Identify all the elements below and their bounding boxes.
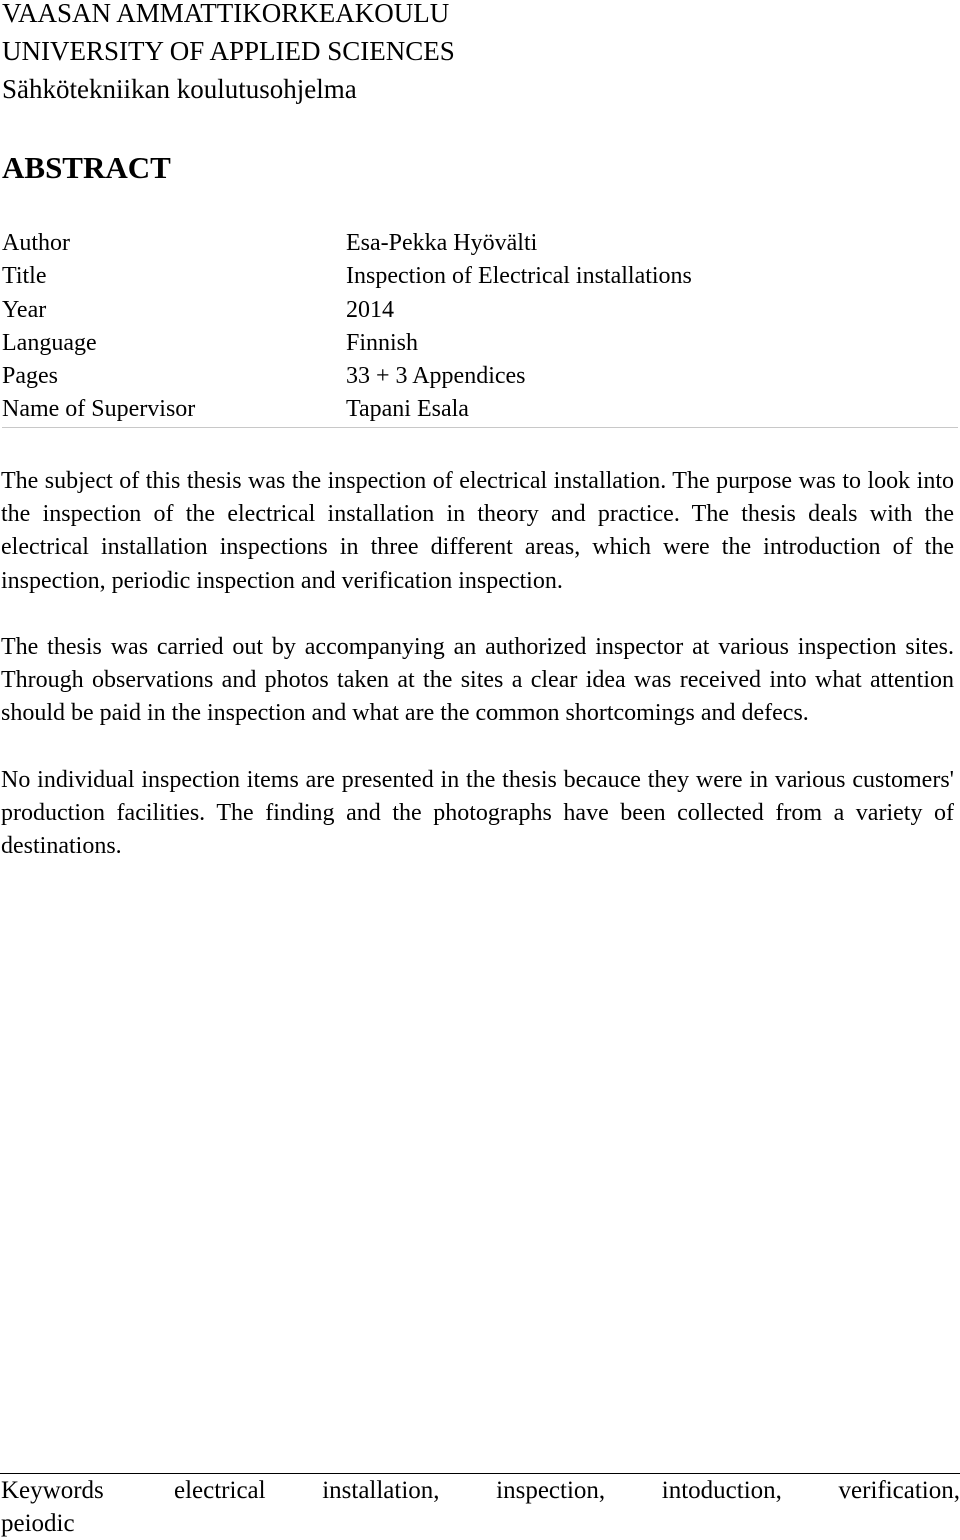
keywords-list-continuation: peiodic bbox=[1, 1510, 75, 1537]
metadata-value: Inspection of Electrical installations bbox=[346, 263, 692, 290]
keywords-section bbox=[0, 1473, 960, 1540]
institution-name-english: UNIVERSITY OF APPLIED SCIENCES bbox=[2, 36, 455, 66]
metadata-value: Tapani Esala bbox=[346, 396, 469, 423]
metadata-row-pages bbox=[2, 360, 958, 393]
keywords-label: Keywords bbox=[1, 1477, 104, 1504]
metadata-label: Name of Supervisor bbox=[2, 396, 196, 423]
metadata-row-title bbox=[2, 260, 958, 293]
abstract-paragraph: The thesis was carried out by accompanying an authorized inspector at various inspection sites. Through observations and photos taken at the sites a clear idea was received into what attention should be paid in the inspection and what are the common shortcomings and defecs. bbox=[1, 634, 954, 727]
metadata-label: Author bbox=[2, 230, 70, 256]
keywords-row bbox=[0, 1474, 960, 1507]
document-header bbox=[2, 0, 455, 108]
metadata-row-language bbox=[2, 327, 958, 360]
metadata-label: Year bbox=[2, 296, 47, 323]
abstract-paragraph: The subject of this thesis was the inspection of electrical installation. The purpose was to look into the inspection of the electrical installation in theory and practice. The thesis deals with the electrical installation inspections in three different areas, which were the introduction of the inspection, periodic inspection and verification inspection. bbox=[1, 468, 954, 594]
abstract-paragraph: No individual inspection items are presented in the thesis becauce they were in various customers' production facilities. The finding and the photographs have been collected from a variety of destinations. bbox=[1, 766, 954, 860]
institution-name: VAASAN AMMATTIKORKEAKOULU bbox=[2, 0, 450, 28]
metadata-value: Esa-Pekka Hyövälti bbox=[346, 230, 538, 256]
metadata-value: Finnish bbox=[346, 329, 419, 356]
metadata-row-supervisor bbox=[2, 393, 958, 426]
metadata-label: Title bbox=[2, 263, 47, 290]
metadata-label: Language bbox=[2, 329, 97, 356]
abstract-heading: ABSTRACT bbox=[2, 150, 171, 185]
keywords-list: electrical installation, inspection, intoduction, verification, bbox=[174, 1477, 960, 1504]
degree-programme: Sähkötekniikan koulutusohjelma bbox=[2, 74, 357, 104]
metadata-value: 2014 bbox=[346, 296, 394, 323]
abstract-body bbox=[1, 465, 954, 863]
thesis-metadata-table bbox=[2, 227, 958, 428]
metadata-row-author bbox=[2, 227, 958, 260]
metadata-label: Pages bbox=[2, 363, 58, 390]
metadata-value: 33 + 3 Appendices bbox=[346, 363, 526, 390]
metadata-row-year bbox=[2, 294, 958, 327]
